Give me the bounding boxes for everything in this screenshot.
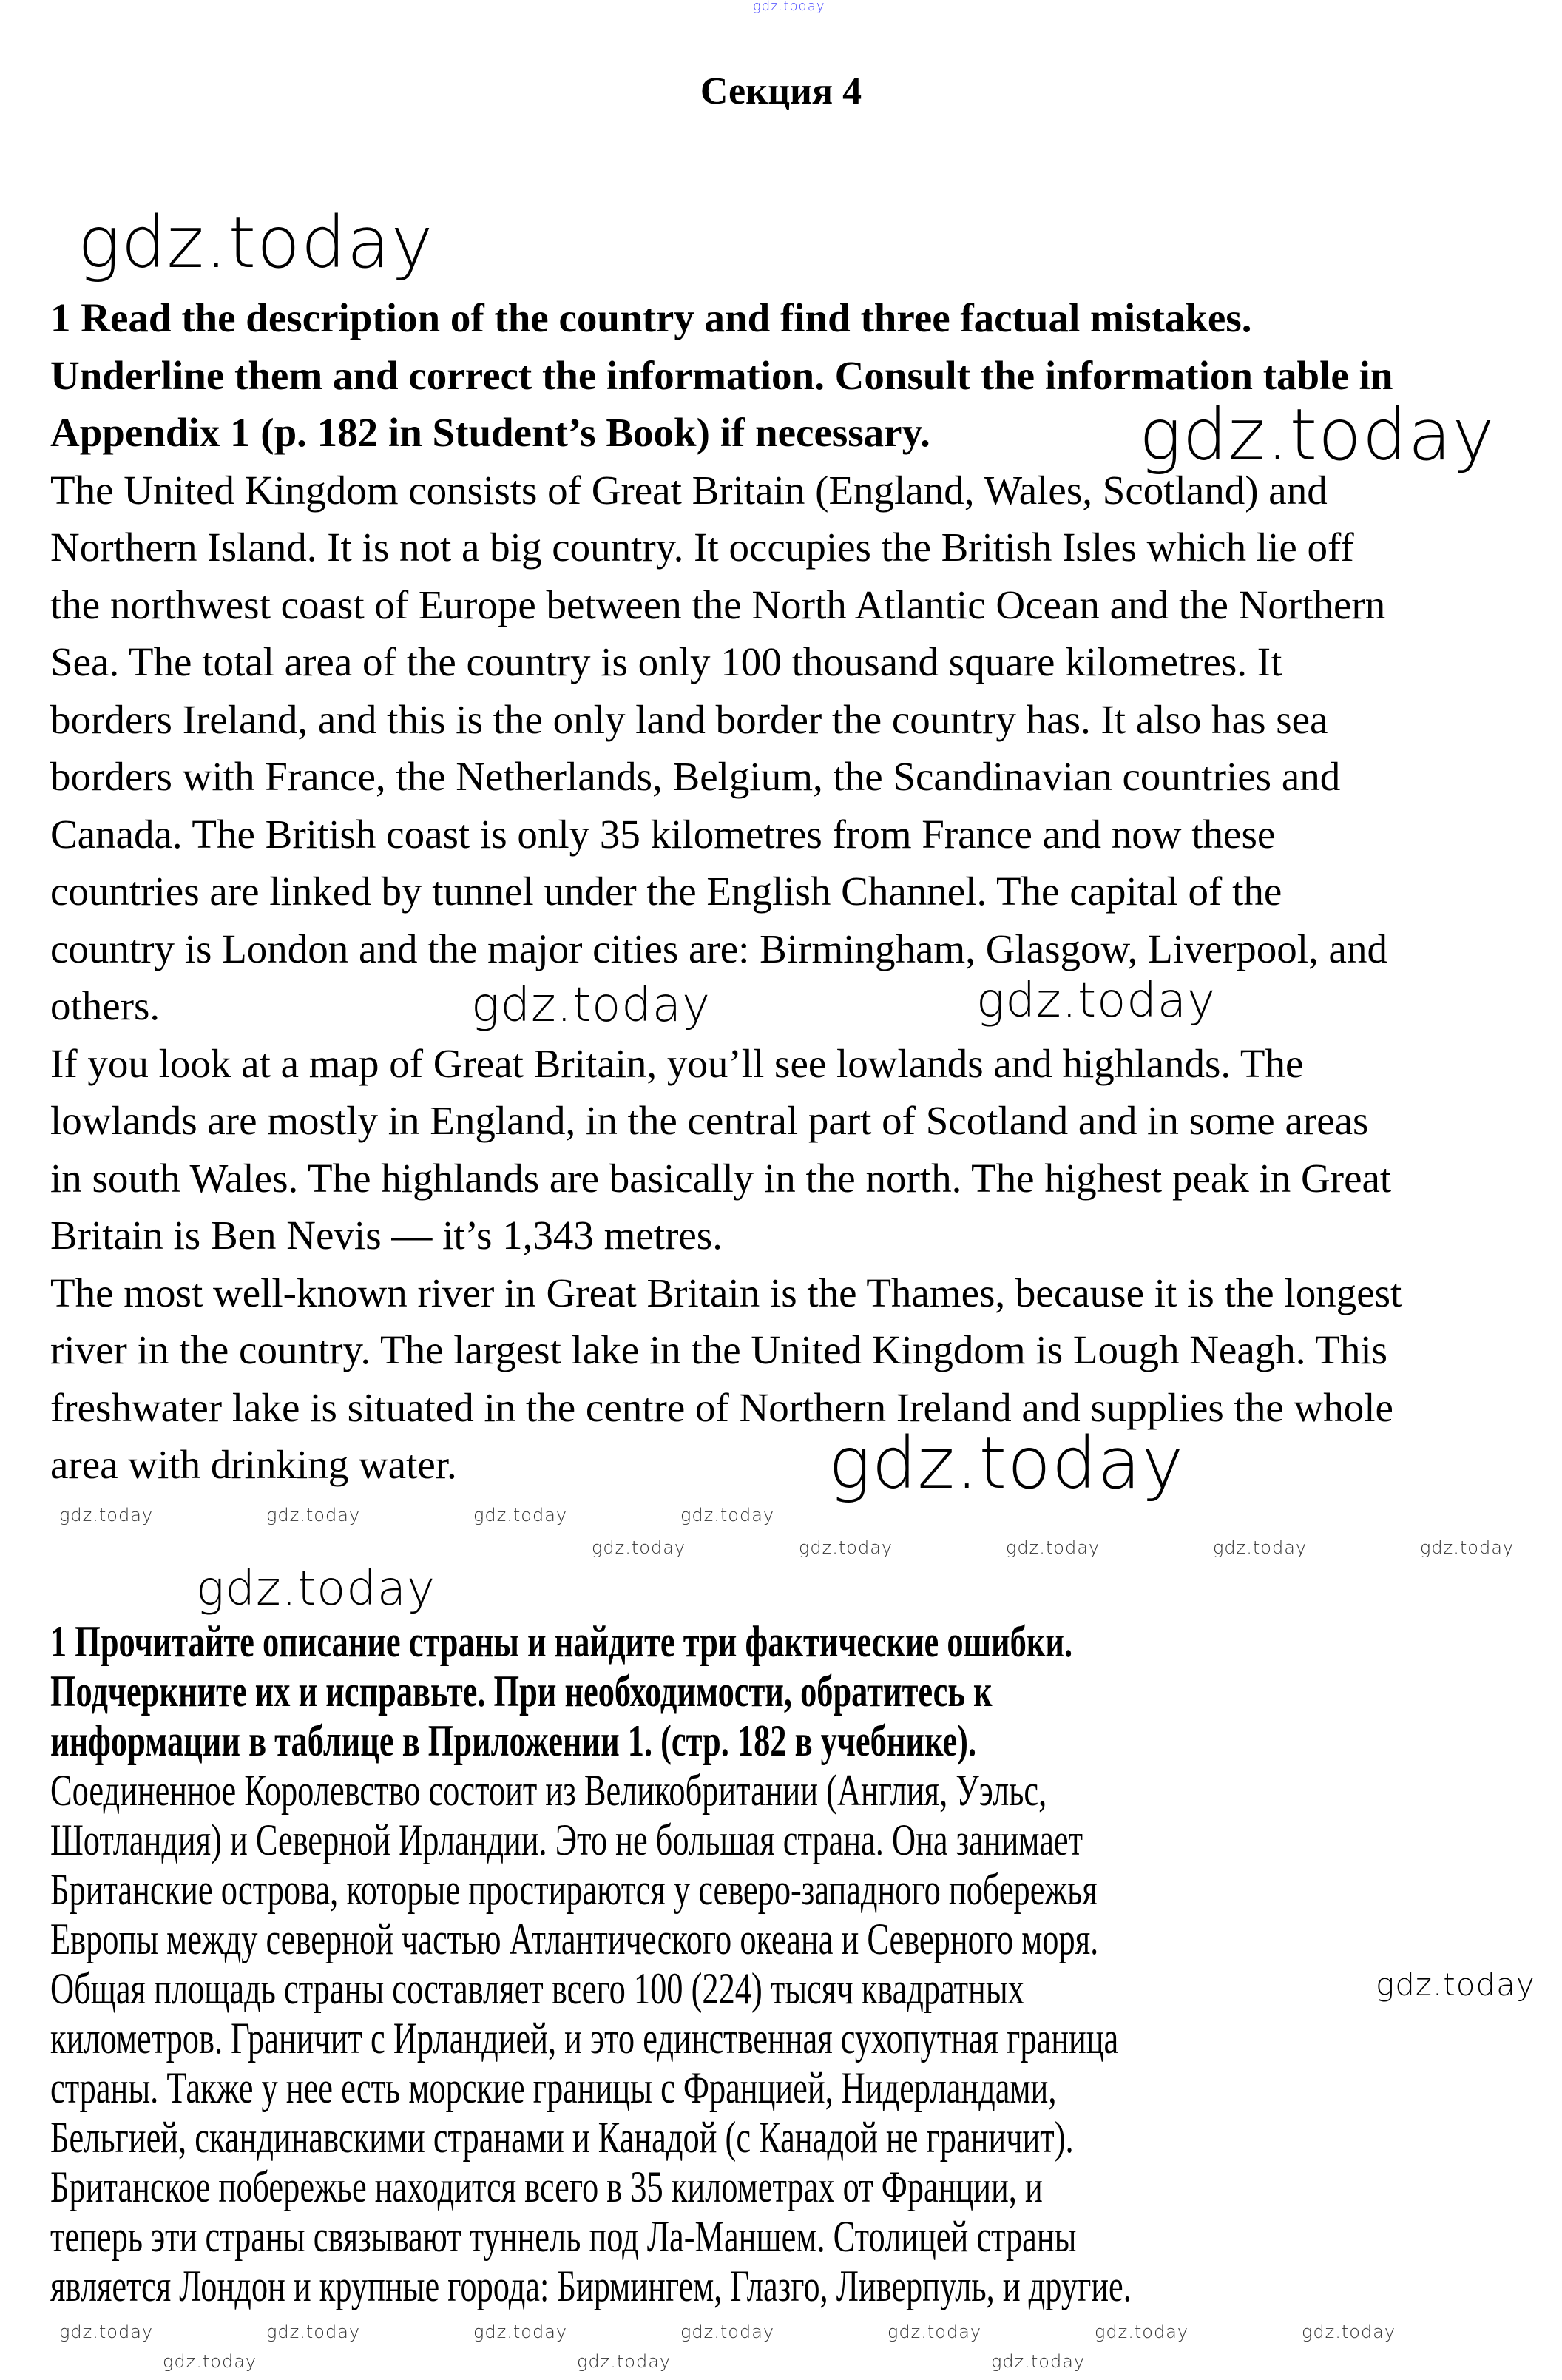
body-text-line: Британские острова, которые простираются у северо-западного побережья — [50, 1865, 1098, 1914]
watermark: gdz.today — [976, 974, 1216, 1028]
watermark: gdz.today — [1139, 394, 1495, 476]
russian-exercise — [50, 1617, 1132, 2311]
watermark: gdz.today — [163, 2351, 257, 2372]
body-text-line: river in the country. The largest lake in the United Kingdom is Lough Neagh. This — [50, 1327, 1388, 1372]
body-text-line: If you look at a map of Great Britain, you’ll see lowlands and highlands. The — [50, 1040, 1304, 1086]
watermark: gdz.today — [1376, 1966, 1535, 2003]
watermark: gdz.today — [473, 1505, 568, 1526]
watermark: gdz.today — [592, 1537, 686, 1558]
body-text-line: Европы между северной частью Атлантического океана и Северного моря. — [50, 1915, 1099, 1963]
watermark: gdz.today — [799, 1537, 893, 1558]
body-text-line: others. — [50, 983, 160, 1028]
watermark: gdz.today — [753, 0, 825, 14]
section-title: Секция 4 — [700, 70, 862, 112]
body-text-line: The United Kingdom consists of Great Britain (England, Wales, Scotland) and — [50, 467, 1328, 513]
watermark: gdz.today — [680, 1505, 775, 1526]
body-text-line: является Лондон и крупные города: Бирмингем, Глазго, Ливерпуль, и другие. — [50, 2262, 1132, 2310]
body-text-line: Britain is Ben Nevis — it’s 1,343 metres. — [50, 1213, 723, 1258]
watermark: gdz.today — [473, 2322, 568, 2342]
watermark: gdz.today — [1213, 1537, 1308, 1558]
exercise-heading-line: информации в таблице в Приложении 1. (стр. 182 в учебнике). — [50, 1716, 977, 1765]
body-text-line: countries are linked by tunnel under the English Channel. The capital of the — [50, 869, 1282, 914]
body-text-line: километров. Граничит с Ирландией, и это единственная сухопутная граница — [50, 2014, 1119, 2063]
watermark: gdz.today — [828, 1422, 1185, 1505]
body-text-line: Бельгией, скандинавскими странами и Канадой (с Канадой не граничит). — [50, 2113, 1074, 2162]
watermark: gdz.today — [59, 1505, 154, 1526]
watermark: gdz.today — [1420, 1537, 1515, 1558]
watermark: gdz.today — [577, 2351, 672, 2372]
body-text-line: теперь эти страны связывают туннель под Ла-Маншем. Столицей страны — [50, 2212, 1077, 2261]
exercise-heading-line: 1 Прочитайте описание страны и найдите три фактические ошибки. — [50, 1617, 1073, 1666]
body-text-line: borders Ireland, and this is the only land border the country has. It also has sea — [50, 696, 1328, 742]
watermark: gdz.today — [1006, 1537, 1100, 1558]
body-text-line: country is London and the major cities are: Birmingham, Glasgow, Liverpool, and — [50, 926, 1387, 971]
body-text-line: Общая площадь страны составляет всего 100 (224) тысяч квадратных — [50, 1964, 1024, 2013]
body-text-line: freshwater lake is situated in the centre of Northern Ireland and supplies the whole — [50, 1384, 1393, 1430]
body-text-line: Соединенное Королевство состоит из Великобритании (Англия, Уэльс, — [50, 1766, 1047, 1815]
body-text-line: Британское побережье находится всего в 35 километрах от Франции, и — [50, 2162, 1043, 2211]
body-text-line: lowlands are mostly in England, in the central part of Scotland and in some areas — [50, 1098, 1369, 1143]
body-text-line: area with drinking water. — [50, 1442, 457, 1487]
body-text-line: the northwest coast of Europe between the North Atlantic Ocean and the Northern — [50, 581, 1386, 627]
watermark: gdz.today — [680, 2322, 775, 2342]
exercise-heading-line: Underline them and correct the information. Consult the information table in — [50, 352, 1393, 398]
body-text-line: borders with France, the Netherlands, Belgium, the Scandinavian countries and — [50, 754, 1341, 799]
body-text-line: Шотландия) и Северной Ирландии. Это не большая страна. Она занимает — [50, 1816, 1083, 1864]
watermark: gdz.today — [1095, 2322, 1189, 2342]
watermark: gdz.today — [266, 1505, 361, 1526]
watermark: gdz.today — [471, 978, 711, 1033]
exercise-heading-line: 1 Read the description of the country and find three factual mistakes. — [50, 295, 1252, 340]
exercise-heading-line: Подчеркните их и исправьте. При необходимости, обратитесь к — [50, 1667, 993, 1716]
watermark: gdz.today — [1302, 2322, 1396, 2342]
watermark: gdz.today — [59, 2322, 154, 2342]
body-text-line: Northern Island. It is not a big country. It occupies the British Isles which lie off — [50, 525, 1354, 570]
watermark: gdz.today — [888, 2322, 982, 2342]
exercise-heading-line: Appendix 1 (p. 182 in Student’s Book) if necessary. — [50, 410, 930, 455]
body-text-line: Canada. The British coast is only 35 kilometres from France and now these — [50, 811, 1276, 857]
body-text-line: страны. Также у нее есть морские границы с Францией, Нидерландами, — [50, 2063, 1057, 2112]
watermark: gdz.today — [266, 2322, 361, 2342]
watermark: gdz.today — [196, 1562, 436, 1617]
body-text-line: The most well-known river in Great Britain is the Thames, because it is the longest — [50, 1270, 1402, 1315]
body-text-line: Sea. The total area of the country is only 100 thousand square kilometres. It — [50, 639, 1282, 684]
body-text-line: in south Wales. The highlands are basically in the north. The highest peak in Great — [50, 1155, 1392, 1201]
watermark: gdz.today — [991, 2351, 1086, 2372]
watermark: gdz.today — [78, 201, 434, 284]
